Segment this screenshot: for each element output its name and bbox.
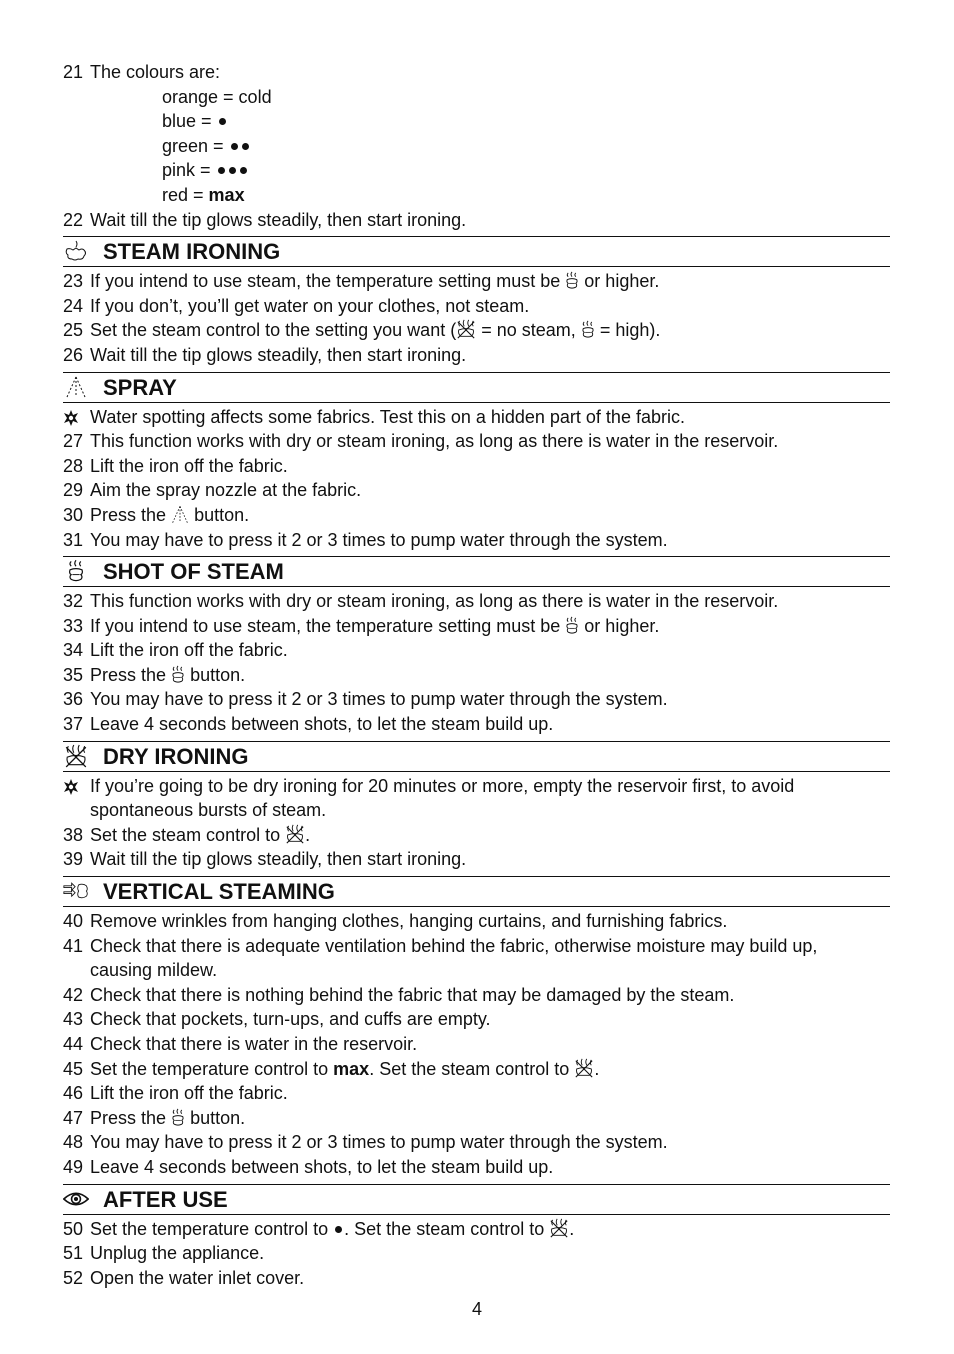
- list-item-27: [63, 429, 890, 454]
- item-number: 42: [63, 984, 84, 1005]
- list-item-26: [63, 343, 890, 368]
- item-text: button.: [190, 664, 246, 685]
- section-title: SHOT OF STEAM: [103, 559, 284, 585]
- item-text: Check that there is water in the reservoir.: [90, 1034, 418, 1054]
- dot-icon: [231, 143, 238, 150]
- list-item-41-continued: [63, 958, 890, 983]
- item-text: This function works with dry or steam ironing, as long as there is water in the reservoir.: [90, 591, 779, 612]
- shot-of-steam-icon: [171, 1108, 185, 1127]
- warning-star-icon: [63, 774, 79, 799]
- item-number: 47: [63, 1107, 84, 1128]
- dry-ironing-icon: [574, 1058, 594, 1078]
- item-number: 52: [63, 1267, 84, 1288]
- item-text: Water spotting affects some fabrics. Test this on a hidden part of the fabric.: [90, 406, 685, 427]
- item-text: Lift the iron off the fabric.: [90, 640, 288, 661]
- item-number: 33: [63, 615, 84, 636]
- warning-note: [63, 405, 890, 430]
- item-number: 30: [63, 504, 84, 525]
- list-item-52: [63, 1266, 890, 1291]
- colour-text: blue =: [162, 111, 212, 132]
- item-number: 23: [63, 271, 84, 292]
- section-title: AFTER USE: [103, 1186, 228, 1212]
- item-text: Press the: [90, 664, 167, 685]
- item-number: 46: [63, 1083, 84, 1104]
- item-number: 27: [63, 431, 84, 452]
- item-text: Set the temperature control to: [90, 1058, 329, 1079]
- spray-icon: [171, 505, 189, 524]
- colour-red: [63, 183, 890, 208]
- colour-green: [63, 134, 890, 159]
- dot-icon: [229, 167, 236, 174]
- shot-of-steam-icon: [63, 560, 89, 582]
- dot-icon: [218, 167, 225, 174]
- item-number: 37: [63, 714, 84, 735]
- dot-icon: [335, 1226, 342, 1233]
- list-item-34: [63, 638, 890, 663]
- item-number: 40: [63, 911, 84, 932]
- list-item-31: [63, 528, 890, 553]
- warning-star-icon: [63, 405, 79, 430]
- list-item-38: [63, 823, 890, 848]
- section-header-spray: [63, 372, 890, 403]
- item-text: causing mildew.: [90, 960, 218, 981]
- dry-ironing-icon: [549, 1218, 569, 1238]
- item-text: You may have to press it 2 or 3 times to pump water through the system.: [90, 689, 668, 710]
- item-text: .: [305, 824, 311, 845]
- item-text: button.: [190, 1107, 246, 1128]
- list-item-33: [63, 614, 890, 639]
- section-title: VERTICAL STEAMING: [103, 879, 335, 905]
- list-item-32: [63, 589, 890, 614]
- manual-page: [63, 60, 890, 1290]
- item-text: button.: [194, 504, 250, 525]
- item-number: 21: [63, 62, 84, 82]
- item-text: This function works with dry or steam ironing, as long as there is water in the reservoir.: [90, 431, 779, 452]
- colour-text: green =: [162, 135, 224, 156]
- list-item-37: [63, 712, 890, 737]
- item-number: 43: [63, 1009, 84, 1030]
- dot-icon: [242, 143, 249, 150]
- item-text-bold: max: [333, 1058, 370, 1079]
- item-text: Press the: [90, 1107, 167, 1128]
- item-text: Set the steam control to the setting you want (: [90, 320, 457, 341]
- list-item-23: [63, 269, 890, 294]
- item-number: 48: [63, 1132, 84, 1153]
- item-text: or higher.: [584, 615, 660, 636]
- colour-max: max: [208, 184, 245, 205]
- item-text: Lift the iron off the fabric.: [90, 455, 288, 476]
- item-text: Leave 4 seconds between shots, to let the steam build up.: [90, 714, 554, 735]
- list-item-48: [63, 1130, 890, 1155]
- section-header-steam-ironing: [63, 236, 890, 267]
- item-number: 36: [63, 689, 84, 710]
- item-text: or higher.: [584, 271, 660, 292]
- dot-icon: [240, 167, 247, 174]
- warning-note-continued: [63, 798, 890, 823]
- item-text: = high).: [599, 320, 661, 341]
- list-item-43: [63, 1007, 890, 1032]
- list-item-24: [63, 294, 890, 319]
- list-item-42: [63, 983, 890, 1008]
- dry-ironing-icon: [456, 319, 476, 339]
- list-item-39: [63, 847, 890, 872]
- colour-blue: [63, 109, 890, 134]
- list-item-29: [63, 478, 890, 503]
- section-title: STEAM IRONING: [103, 239, 281, 265]
- dot-icon: [219, 118, 226, 125]
- shot-of-steam-icon: [565, 616, 579, 635]
- item-text: Wait till the tip glows steadily, then start ironing.: [90, 209, 467, 230]
- item-number: 26: [63, 344, 84, 365]
- item-number: 24: [63, 295, 84, 316]
- colour-pink: [63, 158, 890, 183]
- item-number: 35: [63, 664, 84, 685]
- dry-ironing-icon: [285, 824, 305, 844]
- list-item-49: [63, 1155, 890, 1180]
- item-text: Leave 4 seconds between shots, to let the steam build up.: [90, 1156, 554, 1177]
- item-number: 31: [63, 529, 84, 550]
- item-text: Unplug the appliance.: [90, 1243, 265, 1264]
- item-text: Wait till the tip glows steadily, then start ironing.: [90, 344, 467, 365]
- list-item-30: [63, 503, 890, 528]
- spray-icon: [63, 376, 89, 398]
- item-number: 39: [63, 849, 84, 870]
- dry-ironing-icon: [63, 745, 89, 767]
- list-item-28: [63, 454, 890, 479]
- item-text: . Set the steam control to: [369, 1058, 570, 1079]
- item-text: Open the water inlet cover.: [90, 1267, 305, 1288]
- colour-text: pink =: [162, 160, 211, 181]
- item-text: . Set the steam control to: [344, 1218, 545, 1239]
- item-text: .: [569, 1218, 575, 1239]
- item-number: 22: [63, 209, 84, 230]
- section-header-after-use: [63, 1184, 890, 1215]
- colour-text: orange = cold: [162, 86, 272, 107]
- list-item-47: [63, 1106, 890, 1131]
- section-title: SPRAY: [103, 374, 177, 400]
- item-text: Set the steam control to: [90, 824, 281, 845]
- item-text: Check that there is adequate ventilation behind the fabric, otherwise moisture may build up,: [90, 935, 818, 956]
- item-text: Press the: [90, 504, 167, 525]
- item-text: If you don’t, you’ll get water on your clothes, not steam.: [90, 295, 530, 316]
- page-number: 4: [471, 1299, 482, 1319]
- vertical-steaming-icon: [63, 880, 89, 902]
- colour-text: red =: [162, 184, 204, 205]
- eye-icon: [63, 1188, 89, 1210]
- colour-orange: [63, 85, 890, 110]
- item-text: Aim the spray nozzle at the fabric.: [90, 480, 362, 501]
- item-text: If you intend to use steam, the temperature setting must be: [90, 271, 561, 292]
- item-number: 50: [63, 1218, 84, 1239]
- section-header-shot-of-steam: [63, 556, 890, 587]
- item-number: 41: [63, 935, 84, 956]
- list-item-50: [63, 1217, 890, 1242]
- list-item-51: [63, 1241, 890, 1266]
- item-number: 28: [63, 455, 84, 476]
- item-number: 29: [63, 480, 84, 501]
- item-text: Check that pockets, turn-ups, and cuffs are empty.: [90, 1009, 491, 1030]
- list-item-22: [63, 208, 890, 233]
- item-number: 38: [63, 824, 84, 845]
- item-number: 34: [63, 640, 84, 661]
- item-text: spontaneous bursts of steam.: [90, 800, 327, 821]
- item-text: Lift the iron off the fabric.: [90, 1083, 288, 1104]
- item-text: Wait till the tip glows steadily, then start ironing.: [90, 849, 467, 870]
- list-item-40: [63, 909, 890, 934]
- item-text: You may have to press it 2 or 3 times to pump water through the system.: [90, 1132, 668, 1153]
- item-number: 49: [63, 1156, 84, 1177]
- item-number: 45: [63, 1058, 84, 1079]
- list-item-46: [63, 1081, 890, 1106]
- shot-of-steam-icon: [565, 271, 579, 290]
- item-number: 25: [63, 320, 84, 341]
- list-item-41: [63, 934, 890, 959]
- item-text: Remove wrinkles from hanging clothes, hanging curtains, and furnishing fabrics.: [90, 911, 728, 932]
- section-header-vertical-steaming: [63, 876, 890, 907]
- item-text: Check that there is nothing behind the fabric that may be damaged by the steam.: [90, 984, 735, 1005]
- steam-icon: [63, 240, 89, 262]
- shot-of-steam-icon: [581, 320, 595, 339]
- list-item-35: [63, 663, 890, 688]
- list-item-25: [63, 318, 890, 343]
- list-item-36: [63, 687, 890, 712]
- section-title: DRY IRONING: [103, 743, 249, 769]
- list-item-44: [63, 1032, 890, 1057]
- section-header-dry-ironing: [63, 741, 890, 772]
- item-number: 32: [63, 591, 84, 612]
- item-number: 44: [63, 1034, 84, 1054]
- item-text: You may have to press it 2 or 3 times to pump water through the system.: [90, 529, 668, 550]
- item-text: Set the temperature control to: [90, 1218, 329, 1239]
- item-text: If you intend to use steam, the temperature setting must be: [90, 615, 561, 636]
- item-text: If you’re going to be dry ironing for 20 minutes or more, empty the reservoir first, to avoid: [90, 775, 795, 796]
- item-number: 51: [63, 1243, 84, 1264]
- item-text: The colours are:: [90, 62, 221, 82]
- item-text: = no steam,: [481, 320, 576, 341]
- warning-note: [63, 774, 890, 799]
- list-item-45: [63, 1057, 890, 1082]
- list-item-21: [63, 60, 890, 85]
- item-text: .: [594, 1058, 600, 1079]
- shot-of-steam-icon: [171, 665, 185, 684]
